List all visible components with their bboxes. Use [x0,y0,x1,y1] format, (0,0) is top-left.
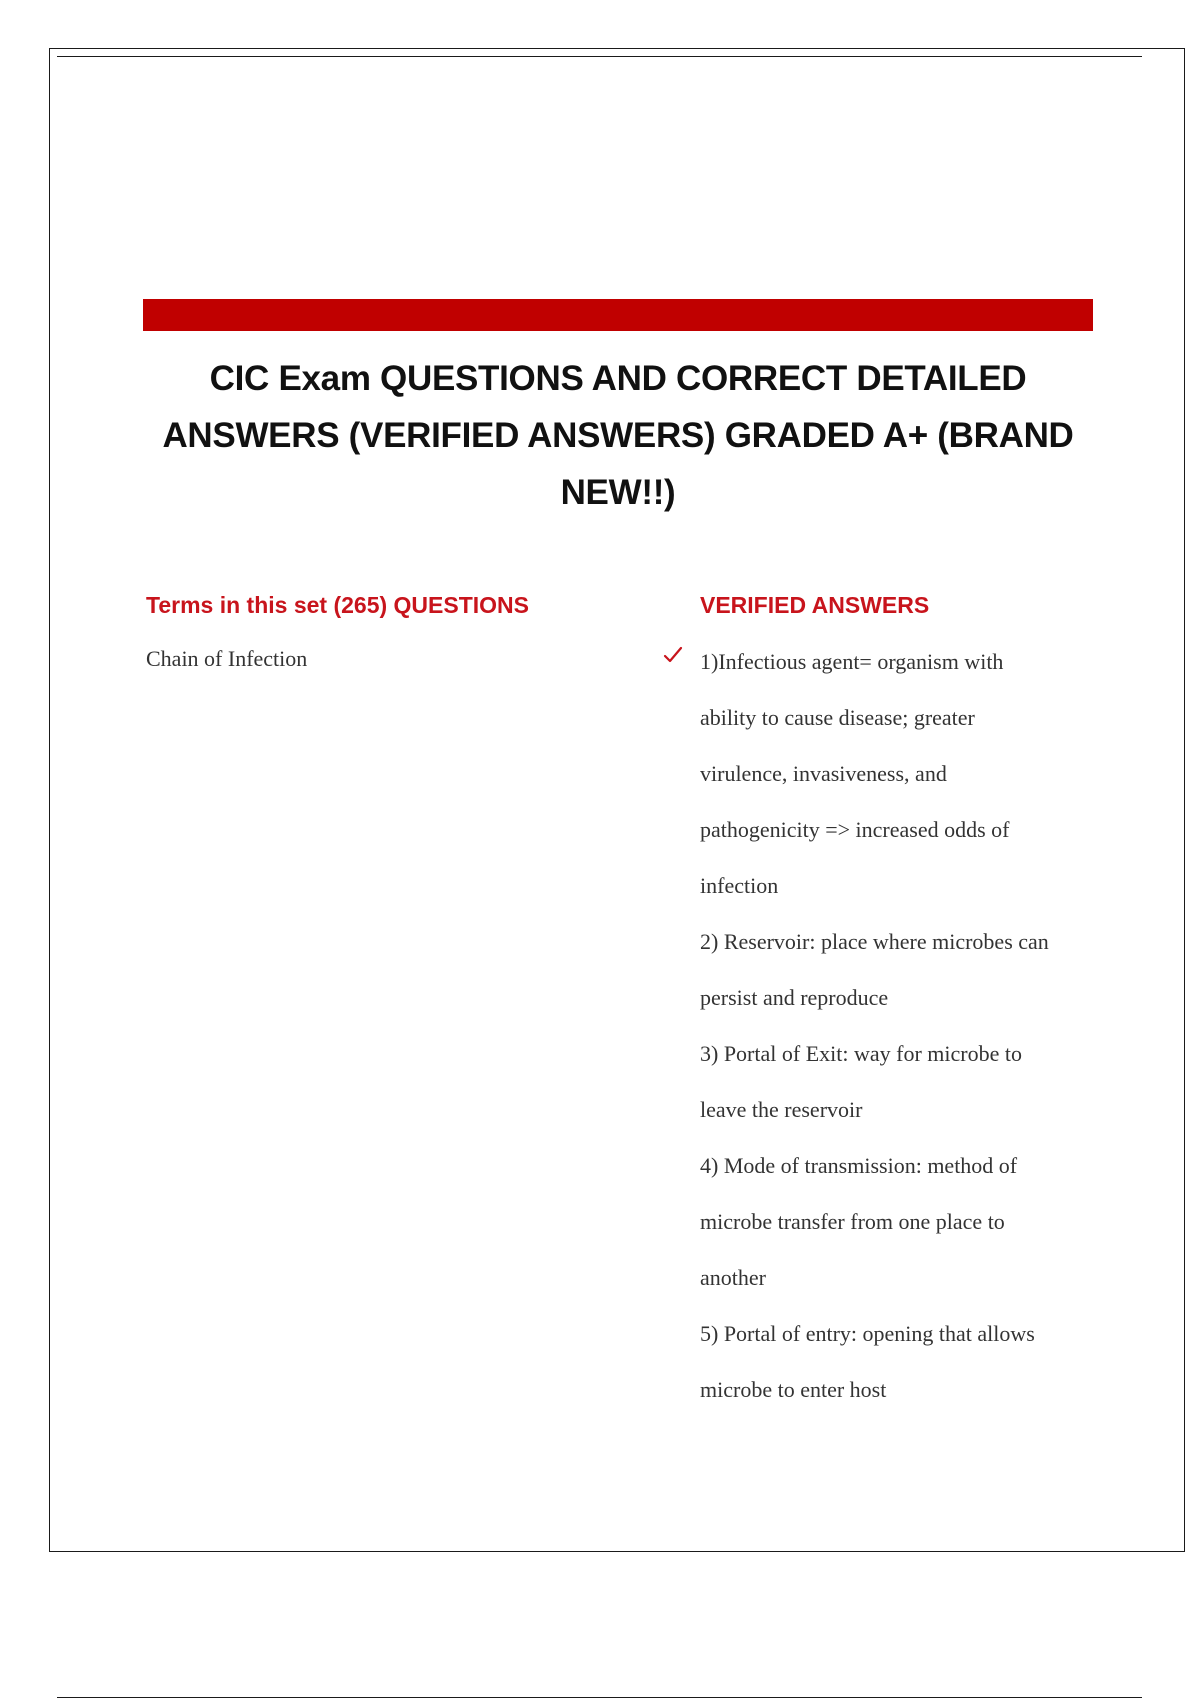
answer-line: 2) Reservoir: place where microbes can [700,929,1049,954]
answer-item [700,1306,1100,1418]
answer-line: pathogenicity => increased odds of [700,817,1010,842]
question-term: Chain of Infection [146,646,308,671]
title-line: NEW!!) [560,473,676,512]
answer-line: persist and reproduce [700,985,889,1010]
bottom-rule [57,1697,1142,1698]
answer-item [700,1026,1100,1138]
answer-line: 4) Mode of transmission: method of [700,1153,1018,1178]
answer-line: virulence, invasiveness, and [700,761,947,786]
title-accent-bar [143,299,1093,331]
answer-line: microbe to enter host [700,1377,887,1402]
answer-line: ability to cause disease; greater [700,705,975,730]
questions-heading: Terms in this set (265) QUESTIONS [146,592,530,618]
answer-line: 1)Infectious agent= organism with [700,649,1004,674]
answer-line: 3) Portal of Exit: way for microbe to [700,1041,1022,1066]
answer-line: 5) Portal of entry: opening that allows [700,1321,1035,1346]
answer-item [700,1138,1100,1306]
answer-line: leave the reservoir [700,1097,863,1122]
answer-item [700,634,1100,914]
title-line: CIC Exam QUESTIONS AND CORRECT DETAILED [209,359,1027,398]
title-line: ANSWERS (VERIFIED ANSWERS) GRADED A+ (BRAND [162,416,1074,455]
answers-heading: VERIFIED ANSWERS [700,592,930,618]
answer-item [700,914,1100,1026]
answer-line: microbe transfer from one place to [700,1209,1005,1234]
answer-line: another [700,1265,766,1290]
answer-line: infection [700,873,779,898]
answer-list [700,634,1100,1418]
top-rule [57,56,1142,57]
checkmark-icon [663,645,683,665]
document-title [143,350,1093,521]
